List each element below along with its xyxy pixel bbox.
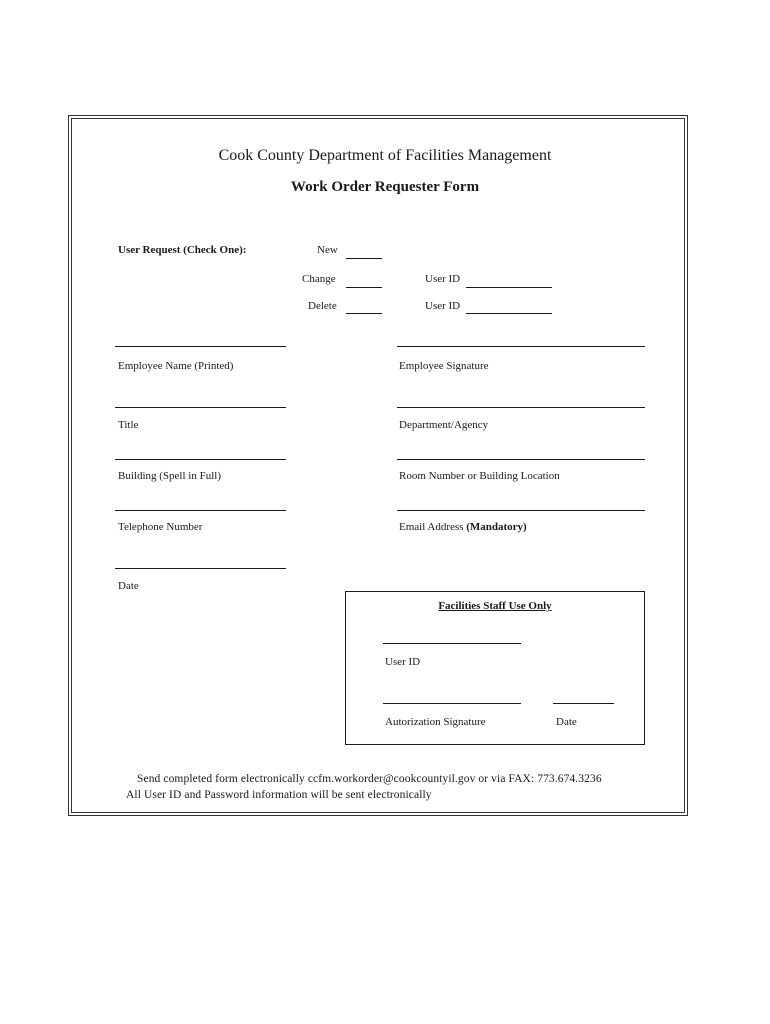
staff-date-label: Date: [556, 716, 577, 728]
submission-instructions: Send completed form electronically ccfm.workorder@cookcountyil.gov or via FAX: 773.674.3236: [137, 773, 602, 785]
user-request-label: User Request (Check One):: [118, 244, 247, 256]
building-label: Building (Spell in Full): [118, 470, 221, 482]
option-delete-label: Delete: [308, 300, 337, 312]
email-label: [399, 521, 527, 533]
staff-user-id-label: User ID: [385, 656, 421, 668]
option-change-label: Change: [302, 273, 336, 285]
employee-signature-field[interactable]: [397, 346, 645, 347]
room-field[interactable]: [397, 459, 645, 460]
email-mandatory-note: (Mandatory): [466, 521, 527, 533]
date-label: Date: [118, 580, 139, 592]
change-user-id-label: User ID: [425, 273, 461, 285]
building-field[interactable]: [115, 459, 286, 460]
telephone-label: Telephone Number: [118, 521, 203, 533]
email-field[interactable]: [397, 510, 645, 511]
date-field[interactable]: [115, 568, 286, 569]
telephone-field[interactable]: [115, 510, 286, 511]
staff-box-heading: Facilities Staff Use Only: [438, 600, 552, 612]
delete-user-id-field[interactable]: [466, 313, 552, 314]
authorization-signature-label: Autorization Signature: [385, 716, 486, 728]
staff-user-id-field[interactable]: [383, 643, 521, 644]
email-label-text: Email Address: [399, 521, 464, 533]
room-label: Room Number or Building Location: [399, 470, 560, 482]
option-delete-checkbox[interactable]: [346, 313, 382, 314]
option-new-checkbox[interactable]: [346, 258, 382, 259]
credentials-note: All User ID and Password information will be sent electronically: [126, 789, 432, 801]
title-label: Title: [118, 419, 139, 431]
change-user-id-field[interactable]: [466, 287, 552, 288]
staff-date-field[interactable]: [553, 703, 614, 704]
employee-name-label: Employee Name (Printed): [118, 360, 234, 372]
option-new-label: New: [317, 244, 338, 256]
authorization-signature-field[interactable]: [383, 703, 521, 704]
department-label: Department/Agency: [399, 419, 489, 431]
department-field[interactable]: [397, 407, 645, 408]
employee-name-field[interactable]: [115, 346, 286, 347]
employee-signature-label: Employee Signature: [399, 360, 489, 372]
title-field[interactable]: [115, 407, 286, 408]
form-title: Work Order Requester Form: [290, 179, 480, 195]
department-title: Cook County Department of Facilities Management: [218, 147, 552, 164]
option-change-checkbox[interactable]: [346, 287, 382, 288]
delete-user-id-label: User ID: [425, 300, 461, 312]
